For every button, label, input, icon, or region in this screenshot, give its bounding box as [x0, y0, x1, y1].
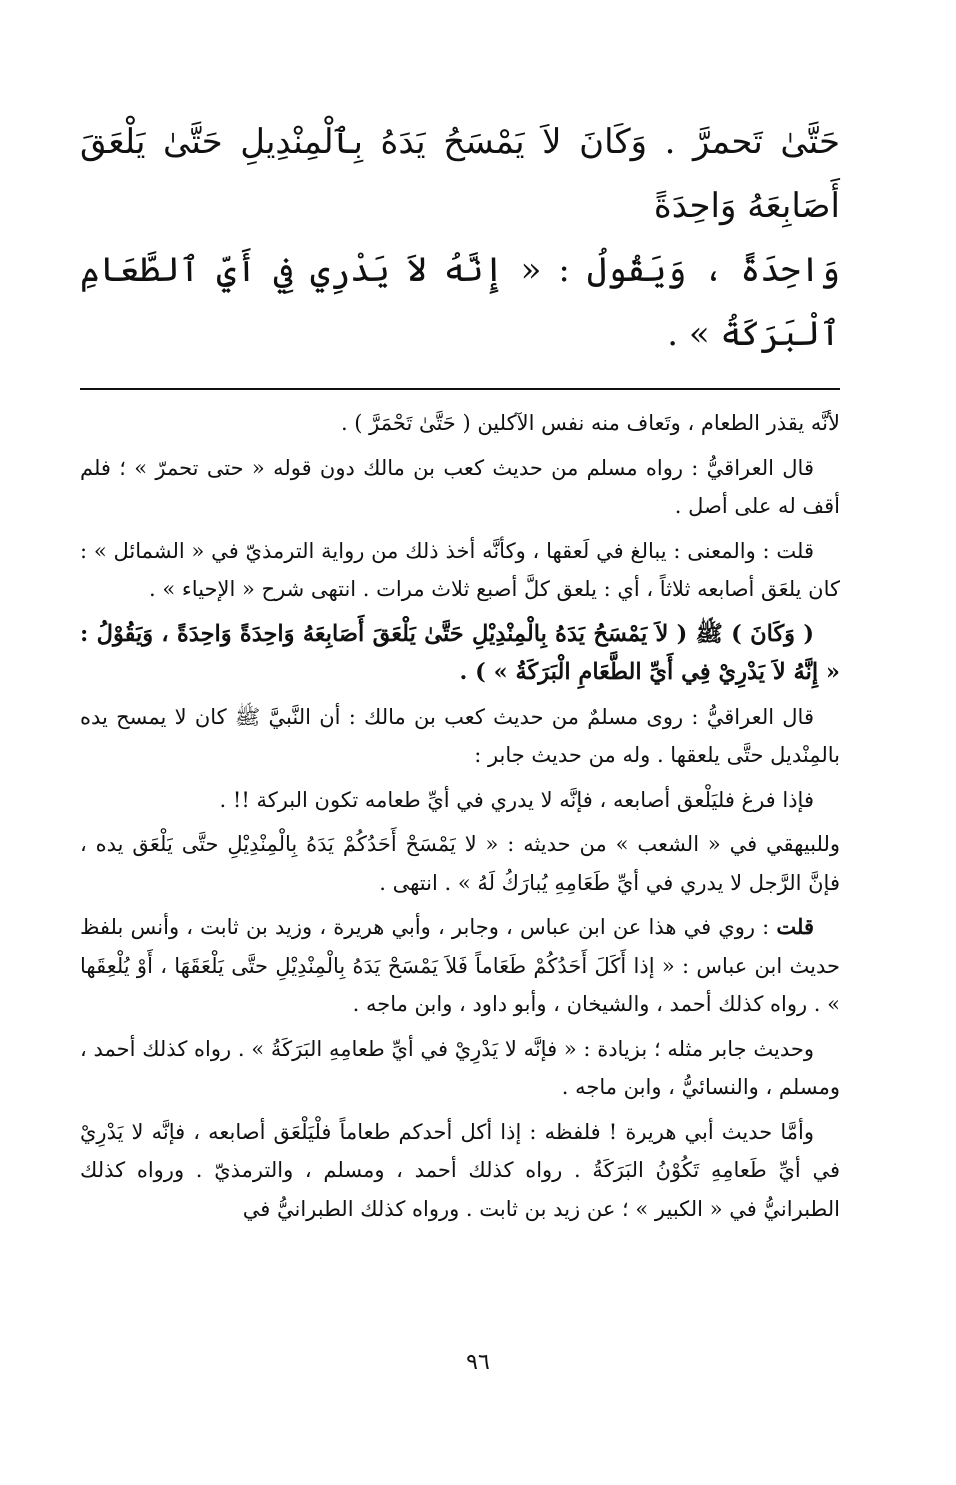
commentary-paragraph: [80, 908, 840, 1024]
commentary-paragraph: لأنَّه يقذر الطعام ، وتَعاف منه نفس الآكلين ( حَتَّىٰ تَحْمَرَّ ) .: [340, 411, 840, 435]
main-text-block: [80, 110, 840, 366]
commentary-paragraph: قال العراقيُّ : روى مسلمٌ من حديث كعب بن مالك : أن النَّبيَّ ﷺ كان لا يمسح يده بالمِنْديل حتَّى يلعقها . وله من حديث جابر :: [80, 704, 840, 767]
commentary-paragraph: قال العراقيُّ : رواه مسلم من حديث كعب بن مالك دون قوله « حتى تحمرّ » ؛ فلم أقف له على أصل .: [80, 455, 840, 518]
commentary-paragraph: وللبيهقي في « الشعب » من حديثه : « لا يَمْسَحْ أَحَدُكُمْ يَدَهُ بِالْمِنْدِيْلِ حتَّى يَلْعَق يده ، فإنَّ الرَّجل لا يدري في أيِّ طَعَامِهِ يُبارَكُ لَهُ » . انتهى .: [80, 832, 840, 895]
commentary-paragraph: قلت : والمعنى : يبالغ في لَعقها ، وكأنَّه أخذ ذلك من رواية الترمذيّ في « الشمائل » : كان يلعَق أصابعه ثلاثاً ، أي : يلعق كلَّ أصبع ثلاث مرات . انتهى شرح « الإحياء » .: [80, 538, 840, 601]
commentary-paragraph: وأمَّا حديث أبي هريرة ! فلفظه : إذا أكل أحدكم طعاماً فلْيَلْعَق أصابعه ، فإنَّه لا يَدْرِيْ في أيِّ طَعامِهِ تَكُوْنُ البَرَكَةُ . رواه كذلك أحمد ، ومسلم ، والترمذيّ . ورواه كذلك الطبرانيُّ في « الكبير » ؛ عن زيد بن ثابت . ورواه كذلك الطبرانيُّ في: [80, 1119, 840, 1221]
main-text-line: وَاحِدَةً ، وَيَقُولُ : « إِنَّهُ لاَ يَدْرِي فِي أَيِّ ٱلطَّعَامِ ٱلْبَرَكَةُ » .: [80, 250, 840, 354]
main-text-line: حَتَّىٰ تَحمرَّ . وَكَانَ لاَ يَمْسَحُ يَدَهُ بِٱلْمِنْدِيلِ حَتَّىٰ يَلْعَقَ أَصَابِعَهُ وَاحِدَةً: [80, 122, 840, 226]
commentary-text: : روي في هذا عن ابن عباس ، وجابر ، وأبي هريرة ، وزيد بن ثابت ، وأنس بلفظ حديث ابن عباس : « إذا أَكَلَ أَحَدُكُمْ طَعَاماً فَلاَ يَمْسَحْ يَدَهُ بِالْمِنْدِيْلِ حتَّى يَلْعَقَهَا ، أَوْ يُلْعِقَها » . رواه كذلك أحمد ، والشيخان ، وأبو داود ، وابن ماجه .: [80, 915, 840, 1016]
qultu-lead: قلت: [776, 914, 814, 939]
commentary-paragraph: وحديث جابر مثله ؛ بزيادة : « فإنَّه لا يَدْرِيْ في أيِّ طعامِهِ البَرَكَةُ » . رواه كذلك أحمد ، ومسلم ، والنسائيُّ ، وابن ماجه .: [80, 1036, 840, 1099]
footnote-separator: [80, 388, 840, 390]
page-content: [80, 110, 840, 1234]
commentary-block: [80, 404, 840, 1228]
page-number: ٩٦: [466, 1350, 490, 1375]
commentary-paragraph: فإذا فرغ فليَلْعق أصابعه ، فإنَّه لا يدري في أيِّ طعامه تكون البركة !! .: [219, 787, 814, 812]
quoted-matn-paragraph: ( وَكَانَ ) ﷺ ( لاَ يَمْسَحُ يَدَهُ بِالْمِنْدِيْلِ حَتَّىٰ يَلْعَقَ أَصَابِعَهُ وَاحِدَةً وَاحِدَةً ، وَيَقُوْلُ : « إِنَّهُ لاَ يَدْرِيْ فِي أَيِّ الطَّعَامِ الْبَرَكَةُ » ) .: [80, 620, 840, 685]
